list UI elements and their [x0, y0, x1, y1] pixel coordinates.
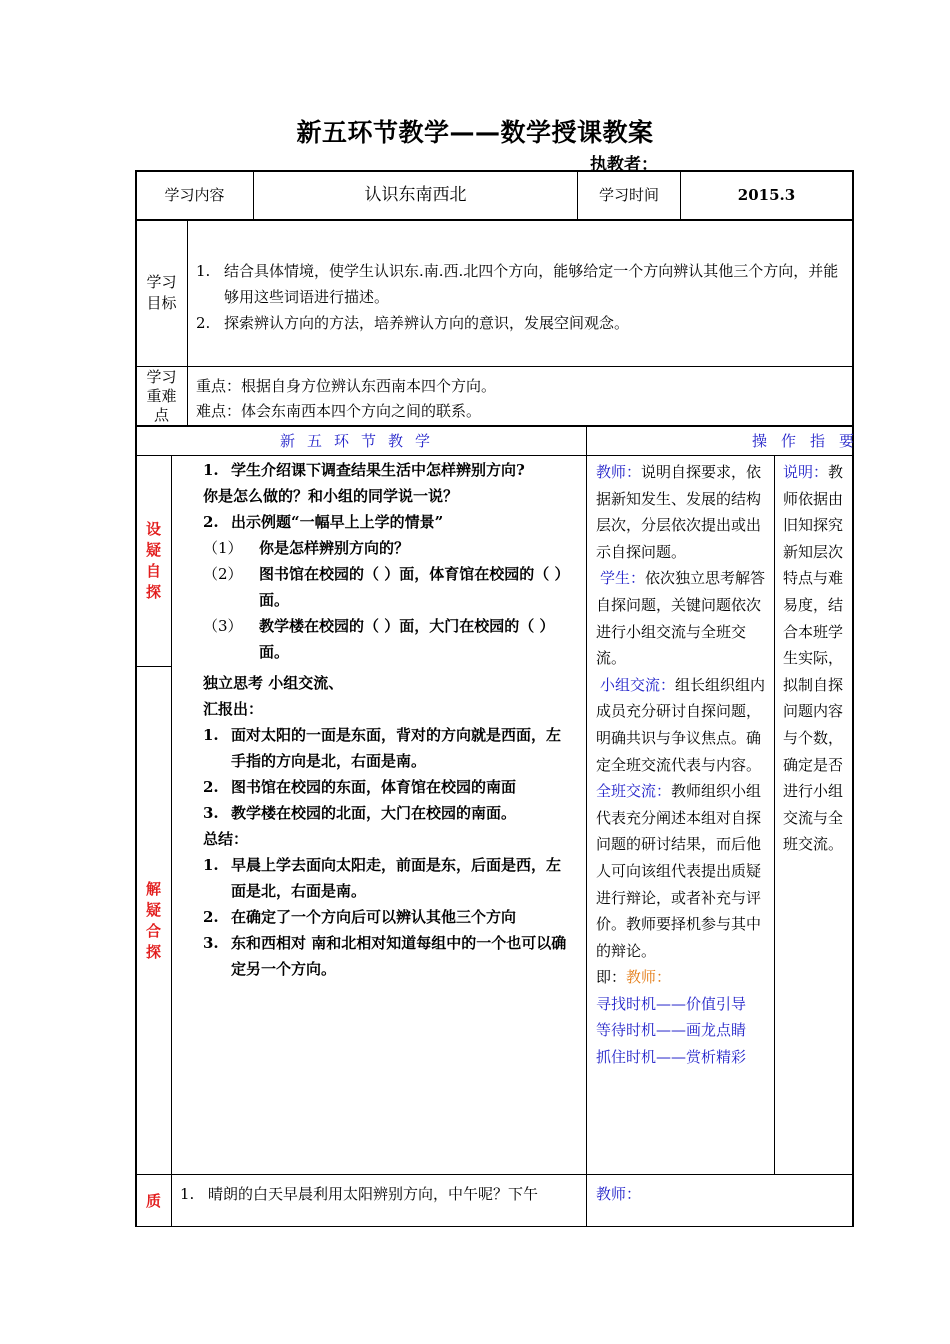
list-item: 2. 探索辨认方向的方法，培养辨认方向的意识，发展空间观念。: [196, 314, 630, 332]
section-header-right: 操作指要: [752, 432, 869, 450]
list-item: 1. 结合具体情境，使学生认识东.南.西.北四个方向，能够给定一个方向辨认其他三个方向，并能够用这些词语进行描述。: [196, 262, 839, 306]
note-content: 说明：教师依据由旧知探究新知层次特点与难易度，结合本班学生实际，拟制自探问题内容与个数，确定是否进行小组交流与全班交流。: [783, 463, 844, 854]
stage1-content: 1. 学生介绍课下调查结果生活中怎样辨别方向? 你是怎么做的？和小组的同学说一说？ 2. 出示例题“一幅早上上学的情景” （1） 你是怎样辨别方向的？ （2） 图书馆在校园的（ ）面，体育馆在校园的（ ）面。 （3） 教学楼在校园的（ ）面，大门在校园的（ ）面。: [203, 461, 570, 661]
stage1-label: 设 疑 自 探: [145, 520, 161, 601]
stage3-guide-label: 教师：: [596, 1185, 642, 1203]
key-point: 重点：根据自身方位辨认东西南本四个方向。: [196, 377, 497, 395]
stage3-text: 1. 晴朗的白天早晨利用太阳辨别方向，中午呢？下午: [180, 1185, 539, 1203]
keypoints-label: 学习 重难 点: [146, 367, 177, 424]
goals-label: 学习 目标: [146, 273, 177, 312]
page-title: 新五环节教学——数学授课教案: [296, 118, 654, 147]
time-label: 学习时间: [598, 186, 659, 204]
guide-content: 教师：说明自探要求，依据新知发生、发展的结构层次，分层依次提出或出示自探问题。 学生：依次独立思考解答自探问题，关键问题依次进行小组交流与全班交流。 小组交流：组长组织组内成员充分研讨自探问题，明确共识与争议焦点。确定全班交流代表与内容。 全班交流：教师组织小组代表充分阐述本组对自探问题的研讨结果，而后他人可向该组代表提出质疑进行辩论，或者补充与评价。教师要择机参与其中的辩论。 即：教师： 寻找时机——价值引导 等待时机——画龙点睛 抓住时机——赏析精彩: [596, 463, 766, 1067]
content-value: 认识东南西北: [364, 185, 467, 205]
goals-list: [196, 258, 848, 336]
stage2-label: 解 疑 合 探: [145, 879, 161, 961]
stage3-label: 质: [145, 1191, 161, 1210]
executor-label: 执教者：: [590, 155, 658, 175]
section-header-left: 新五环节教学: [279, 431, 442, 450]
time-value: 2015.3: [737, 186, 796, 204]
difficulty-point: 难点：体会东南西本四个方向之间的联系。: [196, 402, 482, 420]
stage2-content: 独立思考 小组交流、 汇报出： 1. 面对太阳的一面是东面，背对的方向就是西面，左手指的方向是北，右面是南。 2. 图书馆在校园的东面，体育馆在校园的南面 3. 教学楼在校园的北面，大门在校园的南面。 总结： 1. 早晨上学去面向太阳走，前面是东，后面是西，左面是北，右面是南。 2. 在确定了一个方向后可以辨认其他三个方向 3. 东和西相对 南和北相对知道每组中的一个也可以确定另一个方向。: [203, 674, 567, 978]
content-label: 学习内容: [164, 186, 225, 204]
